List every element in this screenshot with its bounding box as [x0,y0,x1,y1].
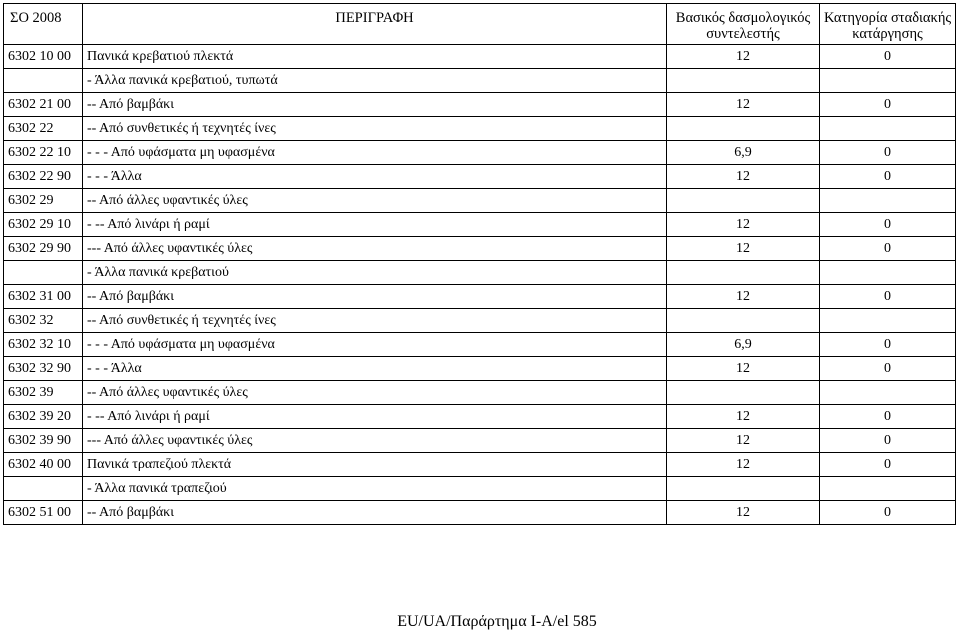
cell-base-rate: 12 [667,501,820,525]
cell-code [4,261,83,285]
cell-category [820,117,956,141]
table-row [4,405,956,429]
cell-base-rate: 12 [667,165,820,189]
header-base-rate-line1: Βασικός δασμολογικός [675,10,811,26]
header-code: ΣΟ 2008 [4,4,83,45]
cell-description: -- Από βαμβάκι [83,501,667,525]
cell-code: 6302 22 [4,117,83,141]
table-row [4,141,956,165]
cell-description: --- Από άλλες υφαντικές ύλες [83,429,667,453]
cell-description: -- Από βαμβάκι [83,93,667,117]
table-row [4,213,956,237]
tariff-table [3,3,956,525]
cell-description: -- Από συνθετικές ή τεχνητές ίνες [83,117,667,141]
cell-category: 0 [820,429,956,453]
cell-code: 6302 39 [4,381,83,405]
cell-category [820,189,956,213]
cell-category: 0 [820,285,956,309]
table-row [4,381,956,405]
cell-code: 6302 31 00 [4,285,83,309]
cell-code: 6302 29 10 [4,213,83,237]
table-row [4,333,956,357]
cell-base-rate: 12 [667,429,820,453]
table-row [4,429,956,453]
cell-description: --- Από άλλες υφαντικές ύλες [83,237,667,261]
cell-base-rate [667,381,820,405]
table-row [4,45,956,69]
cell-code: 6302 10 00 [4,45,83,69]
cell-description: -- Από συνθετικές ή τεχνητές ίνες [83,309,667,333]
cell-code [4,477,83,501]
cell-category [820,261,956,285]
cell-base-rate [667,117,820,141]
cell-description: -- Από βαμβάκι [83,285,667,309]
table-row [4,477,956,501]
page-footer: EU/UA/Παράρτημα I-A/el 585 [397,613,597,630]
cell-description: - - - Από υφάσματα μη υφασμένα [83,141,667,165]
cell-description: Πανικά τραπεζιού πλεκτά [83,453,667,477]
cell-code: 6302 32 10 [4,333,83,357]
table-row [4,189,956,213]
cell-base-rate: 12 [667,45,820,69]
cell-description: - - - Άλλα [83,165,667,189]
cell-description: - - - Από υφάσματα μη υφασμένα [83,333,667,357]
cell-description: -- Από άλλες υφαντικές ύλες [83,189,667,213]
cell-category: 0 [820,237,956,261]
cell-category: 0 [820,357,956,381]
cell-code: 6302 21 00 [4,93,83,117]
cell-category: 0 [820,45,956,69]
cell-code: 6302 39 20 [4,405,83,429]
table-row [4,357,956,381]
table-row [4,285,956,309]
cell-base-rate: 12 [667,93,820,117]
table-row [4,237,956,261]
cell-base-rate: 12 [667,237,820,261]
cell-category: 0 [820,453,956,477]
header-base-rate [667,4,820,45]
cell-base-rate [667,477,820,501]
cell-description: - Άλλα πανικά τραπεζιού [83,477,667,501]
header-category-line2: κατάργησης [852,26,923,42]
cell-description: - -- Από λινάρι ή ραμί [83,405,667,429]
table-row [4,309,956,333]
table-row [4,165,956,189]
cell-category: 0 [820,93,956,117]
cell-base-rate: 12 [667,285,820,309]
table-row [4,261,956,285]
table-row [4,453,956,477]
cell-category: 0 [820,501,956,525]
cell-category: 0 [820,333,956,357]
cell-description: Πανικά κρεβατιού πλεκτά [83,45,667,69]
cell-base-rate [667,189,820,213]
header-category-line1: Κατηγορία σταδιακής [824,10,952,26]
cell-category [820,69,956,93]
cell-code: 6302 40 00 [4,453,83,477]
header-base-rate-line2: συντελεστής [706,26,780,42]
cell-category: 0 [820,405,956,429]
cell-category [820,309,956,333]
cell-base-rate: 6,9 [667,333,820,357]
cell-code: 6302 32 90 [4,357,83,381]
cell-base-rate: 12 [667,357,820,381]
cell-base-rate: 12 [667,213,820,237]
cell-base-rate [667,309,820,333]
cell-code: 6302 29 90 [4,237,83,261]
cell-description: - Άλλα πανικά κρεβατιού [83,261,667,285]
cell-description: -- Από άλλες υφαντικές ύλες [83,381,667,405]
cell-category [820,381,956,405]
header-category [820,4,956,45]
table-row [4,69,956,93]
cell-base-rate: 12 [667,405,820,429]
cell-base-rate [667,69,820,93]
table-row [4,93,956,117]
cell-category: 0 [820,141,956,165]
cell-category: 0 [820,165,956,189]
header-description: ΠΕΡΙΓΡΑΦΗ [83,4,667,45]
cell-code: 6302 22 90 [4,165,83,189]
cell-description: - - - Άλλα [83,357,667,381]
table-row [4,117,956,141]
cell-base-rate [667,261,820,285]
cell-base-rate: 6,9 [667,141,820,165]
cell-category [820,477,956,501]
cell-category: 0 [820,213,956,237]
table-row [4,501,956,525]
cell-code: 6302 39 90 [4,429,83,453]
cell-code [4,69,83,93]
cell-code: 6302 22 10 [4,141,83,165]
cell-description: - Άλλα πανικά κρεβατιού, τυπωτά [83,69,667,93]
cell-base-rate: 12 [667,453,820,477]
cell-code: 6302 51 00 [4,501,83,525]
cell-description: - -- Από λινάρι ή ραμί [83,213,667,237]
cell-code: 6302 32 [4,309,83,333]
header-row [4,4,956,45]
cell-code: 6302 29 [4,189,83,213]
